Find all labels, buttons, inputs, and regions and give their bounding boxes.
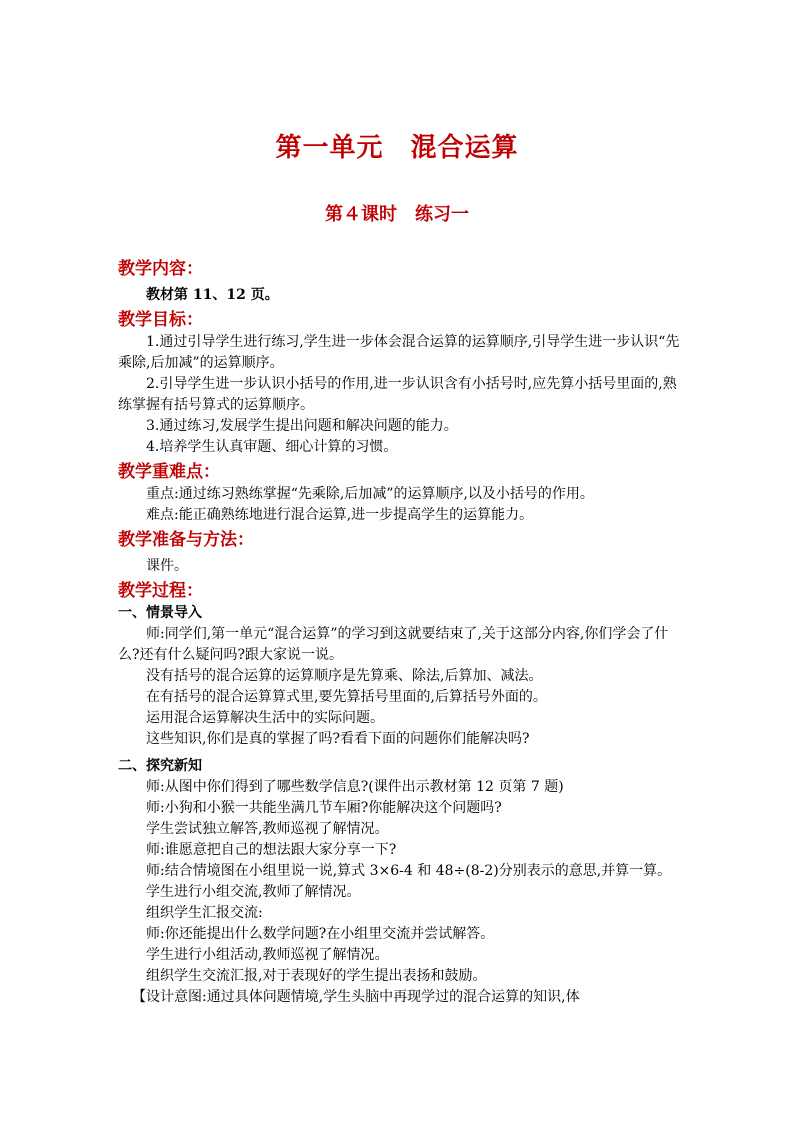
paragraph: 这些知识,你们是真的掌握了吗?看看下面的问题你们能解决吗? [146, 731, 530, 747]
paragraph: 运用混合运算解决生活中的实际问题。 [146, 710, 384, 726]
paragraph: 学生进行小组交流,教师了解情况。 [146, 884, 361, 900]
part2-heading: 二、探究新知 [118, 758, 202, 774]
lesson-subtitle: 第４课时 练习一 [325, 204, 469, 225]
key-point: 难点:能正确熟练地进行混合运算,进一步提高学生的运算能力。 [146, 507, 534, 523]
paragraph: 组织学生汇报交流: [146, 905, 263, 921]
paragraph: 师:你还能提出什么数学问题?在小组里交流并尝试解答。 [146, 926, 495, 942]
lesson-content [118, 255, 683, 1008]
content-heading: 教学内容： [118, 259, 203, 279]
design-intent: 【设计意图:通过具体问题情境,学生头脑中再现学过的混合运算的知识,体 [132, 989, 580, 1005]
paragraph: 师:结合情境图在小组里说一说,算式 3×6-4 和 48÷(8-2)分别表示的意思,并算一算。 [146, 863, 672, 879]
paragraph: 师:从图中你们得到了哪些数学信息?(课件出示教材第 12 页第 7 题) [146, 779, 564, 795]
goals-heading: 教学目标： [118, 310, 203, 330]
prep-text: 课件。 [146, 558, 188, 574]
paragraph: 师:谁愿意把自己的想法跟大家分享一下? [146, 842, 397, 858]
process-heading: 教学过程： [118, 581, 203, 601]
paragraph: 师:小狗和小猴一共能坐满几节车厢?你能解决这个问题吗? [146, 800, 502, 816]
paragraph: 学生进行小组活动,教师巡视了解情况。 [146, 947, 389, 963]
paragraph: 没有括号的混合运算的运算顺序是先算乘、除法,后算加、减法。 [146, 668, 543, 684]
paragraph: 学生尝试独立解答,教师巡视了解情况。 [146, 821, 389, 837]
paragraph: 组织学生交流汇报,对于表现好的学生提出表扬和鼓励。 [146, 968, 487, 984]
content-text: 教材第 11、12 页。 [146, 287, 279, 303]
prep-heading: 教学准备与方法： [118, 530, 254, 550]
key-heading: 教学重难点： [118, 462, 220, 482]
unit-title: 第一单元 混合运算 [275, 133, 519, 163]
key-point: 重点:通过练习熟练掌握“先乘除,后加减”的运算顺序,以及小括号的作用。 [146, 486, 594, 502]
part1-heading: 一、情景导入 [118, 605, 202, 621]
goal-item: 1.通过引导学生进行练习,学生进一步体会混合运算的运算顺序,引导学生进一步认识“先乘除,后加减”的运算顺序。 [118, 334, 680, 371]
goal-item: 2.引导学生进一步认识小括号的作用,进一步认识含有小括号时,应先算小括号里面的,熟练掌握有括号算式的运算顺序。 [118, 376, 677, 413]
paragraph: 师:同学们,第一单元“混合运算”的学习到这就要结束了,关于这部分内容,你们学会了什么?还有什么疑问吗?跟大家说一说。 [118, 626, 669, 663]
goal-item: 3.通过练习,发展学生提出问题和解决问题的能力。 [146, 418, 458, 434]
goal-item: 4.培养学生认真审题、细心计算的习惯。 [146, 439, 398, 455]
paragraph: 在有括号的混合运算算式里,要先算括号里面的,后算括号外面的。 [146, 689, 547, 705]
